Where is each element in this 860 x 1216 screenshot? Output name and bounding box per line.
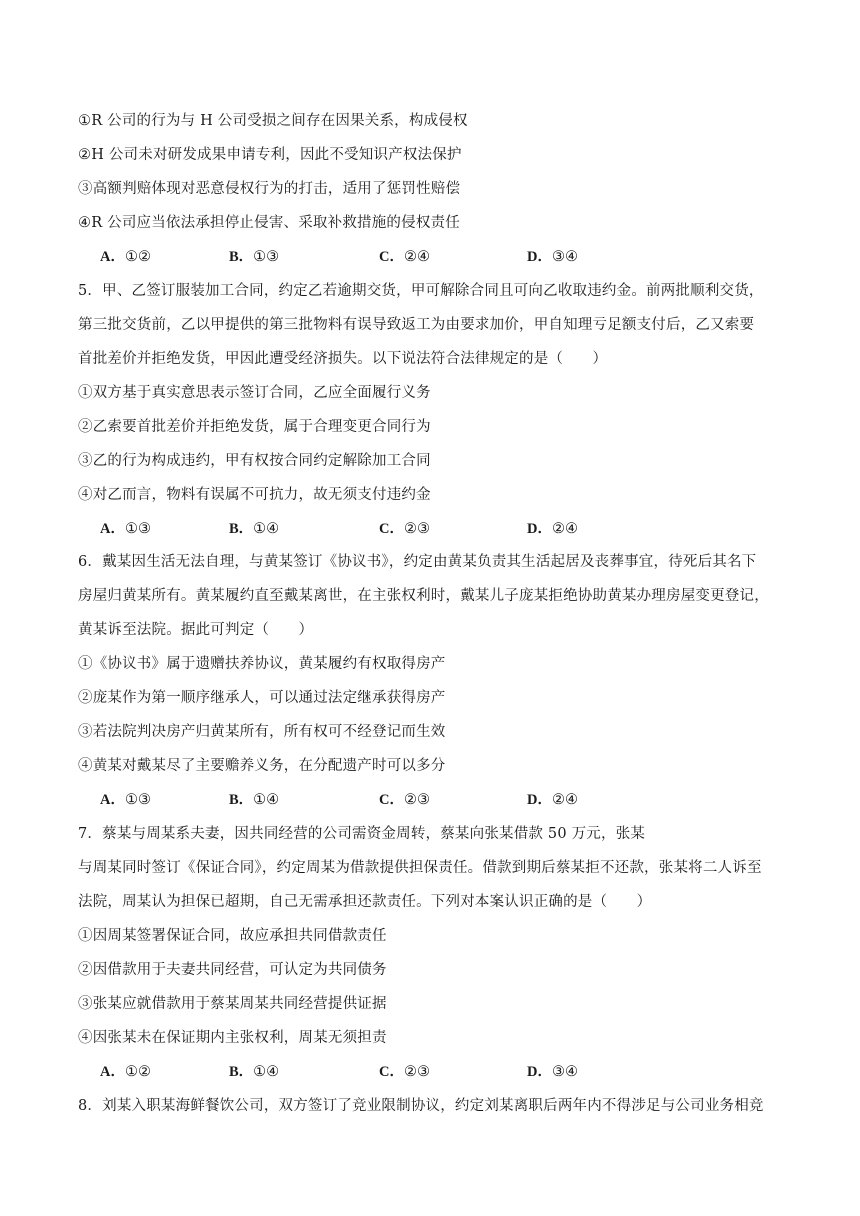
- q7-option-c: C．②③: [379, 1064, 430, 1080]
- q6-stem-line-3: 黄某诉至法院。据此可判定（ ）: [78, 622, 314, 638]
- q5-stem-line-3: 首批差价并拒绝发货，甲因此遭受经济损失。以下说法符合法律规定的是（ ）: [78, 351, 608, 367]
- q5-stem-line-2: 第三批交货前，乙以甲提供的第三批物料有误导致返工为由要求加价，甲自知理亏足额支付后，乙又索要: [78, 317, 755, 333]
- q5-option-c: C．②③: [379, 521, 430, 537]
- q6-stem-line-1: 6．戴某因生活无法自理，与黄某签订《协议书》，约定由黄某负责其生活起居及丧葬事宜，待死后其名下: [78, 554, 757, 570]
- q6-statement-1: ①《协议书》属于遗赠扶养协议，黄某履约有权取得房产: [78, 656, 446, 672]
- q5-option-b: B．①④: [229, 521, 280, 537]
- q6-option-b: B．①④: [229, 792, 280, 808]
- q4-statement-1: ①R 公司的行为与 H 公司受损之间存在因果关系，构成侵权: [78, 113, 468, 129]
- q6-stem-line-2: 房屋归黄某所有。黄某履约直至戴某离世，在主张权利时，戴某儿子庞某拒绝协助黄某办理房屋变更登记，: [78, 588, 769, 604]
- q7-option-a: A．①②: [100, 1064, 151, 1080]
- q6-statement-2: ②庞某作为第一顺序继承人，可以通过法定继承获得房产: [78, 690, 446, 706]
- q7-stem-line-3: 法院，周某认为担保已超期，自己无需承担还款责任。下列对本案认识正确的是（ ）: [78, 894, 652, 910]
- q7-stem-line-2: 与周某同时签订《保证合同》，约定周某为借款提供担保责任。借款到期后蔡某拒不还款，张某将二人诉至: [78, 860, 762, 876]
- q7-statement-3: ③张某应就借款用于蔡某周某共同经营提供证据: [78, 996, 387, 1012]
- q7-option-d: D．③④: [527, 1064, 578, 1080]
- q7-statement-4: ④因张某未在保证期内主张权利，周某无须担责: [78, 1030, 387, 1046]
- q5-stem-line-1: 5．甲、乙签订服装加工合同，约定乙若逾期交货，甲可解除合同且可向乙收取违约金。前两批顺利交货，: [78, 283, 764, 299]
- q4-statement-4: ④R 公司应当依法承担停止侵害、采取补救措施的侵权责任: [78, 215, 460, 231]
- q4-option-c: C．②④: [379, 249, 430, 265]
- q4-statement-3: ③高额判赔体现对恶意侵权行为的打击，适用了惩罚性赔偿: [78, 181, 461, 197]
- q5-option-d: D．②④: [527, 521, 578, 537]
- q6-option-a: A．①③: [100, 792, 151, 808]
- q6-option-c: C．②③: [379, 792, 430, 808]
- q7-stem-line-1: 7．蔡某与周某系夫妻，因共同经营的公司需资金周转，蔡某向张某借款 50 万元，张某: [78, 826, 646, 842]
- q6-option-d: D．②④: [527, 792, 578, 808]
- q5-option-a: A．①③: [100, 521, 151, 537]
- q4-option-a: A．①②: [100, 249, 151, 265]
- q6-statement-3: ③若法院判决房产归黄某所有，所有权可不经登记而生效: [78, 724, 446, 740]
- q4-option-d: D．③④: [527, 249, 578, 265]
- q7-statement-2: ②因借款用于夫妻共同经营，可认定为共同债务: [78, 962, 387, 978]
- q8-stem-line-1: 8．刘某入职某海鲜餐饮公司，双方签订了竞业限制协议，约定刘某离职后两年内不得涉足与公司业务相竞: [78, 1098, 764, 1114]
- q5-statement-2: ②乙索要首批差价并拒绝发货，属于合理变更合同行为: [78, 419, 431, 435]
- q6-statement-4: ④黄某对戴某尽了主要赡养义务，在分配遗产时可以多分: [78, 758, 446, 774]
- q7-option-b: B．①④: [229, 1064, 280, 1080]
- q4-statement-2: ②H 公司未对研发成果申请专利，因此不受知识产权法保护: [78, 147, 462, 163]
- q7-statement-1: ①因周某签署保证合同，故应承担共同借款责任: [78, 928, 387, 944]
- q5-statement-1: ①双方基于真实意思表示签订合同，乙应全面履行义务: [78, 385, 431, 401]
- q4-option-b: B．①③: [229, 249, 280, 265]
- q5-statement-3: ③乙的行为构成违约，甲有权按合同约定解除加工合同: [78, 453, 431, 469]
- q5-statement-4: ④对乙而言，物料有误属不可抗力，故无须支付违约金: [78, 487, 431, 503]
